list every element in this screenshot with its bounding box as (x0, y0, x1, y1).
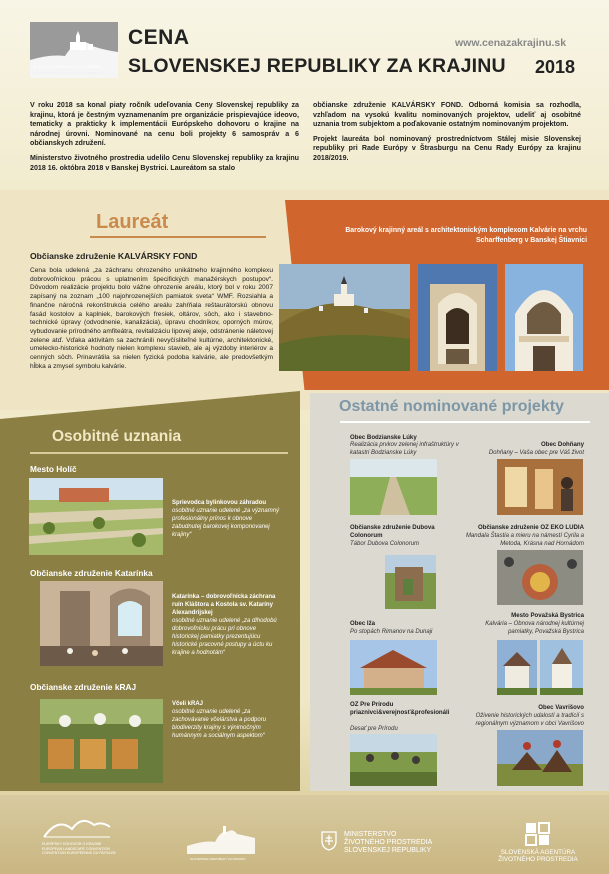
special-award-project: Včeli kRAJ (172, 701, 204, 707)
special-award-text: osobitné uznanie udelené „za dlhodobú dobrovoľnícku prácu pri obnove historickej pamiatky prezentujúcu historické pracovné postupy a úctu ku krajine a hodnotám“ (172, 618, 277, 656)
laureat-name: Občianske združenie KALVÁRSKY FOND (30, 251, 198, 261)
special-award-name: Občianske združenie kRAJ (30, 682, 137, 692)
intro-paragraph: Ministerstvo životného prostredia udelilo Cenu Slovenskej republiky za krajinu 2018 16. októbra 2018 v Banskej Bystrici. Laureátom sa stalo (30, 153, 299, 172)
nominee-project: Dohňany – Vaša obec pre Váš život (488, 450, 584, 456)
year: 2018 (535, 57, 576, 77)
elc-logo-icon (42, 813, 112, 839)
elc-caption (42, 842, 116, 856)
special-award-desc (172, 700, 282, 740)
nominee-photo (497, 730, 583, 786)
nominee-photo (497, 550, 583, 605)
ministry-line: ŽIVOTNÉHO PROSTREDIA (344, 839, 433, 847)
divider (30, 452, 288, 454)
nominee-project: Tábor Dubova Colonorum (350, 541, 420, 547)
nominee-project: Oživenie historických udalostí a tradícií s regionálnym významom v obci Vavrišovo (475, 713, 584, 727)
website-link[interactable]: www.cenazakrajinu.sk (455, 37, 567, 49)
divider (340, 421, 590, 423)
nominee-photo (540, 640, 583, 695)
nominee-photo (350, 734, 437, 786)
nominee-name: Občianske združenie OZ EKO LUDIA (478, 524, 584, 531)
special-award-text: osobitné uznanie udelené „za zachovávanie včelárstva a podporu biodiverzity krajiny s výnimočným humánnym a sociálnym aspektom“ (172, 709, 267, 739)
laureat-photo-caption: Barokový krajinný areál s architektonickým komplexom Kalvárie na vrchu Scharffenberg v Banskej Štiavnici (345, 227, 587, 244)
nominee-name: Obec Iža (350, 620, 376, 627)
elc-line: CONVENTION EUROPÉENNE DU PAYSAGE (42, 851, 116, 855)
beekeeping-photo (40, 699, 163, 783)
agency-line: SLOVENSKÁ AGENTÚRA (500, 849, 576, 856)
special-award-name: Mesto Holíč (30, 464, 77, 474)
slovak-coat-of-arms-icon (321, 831, 337, 851)
title-line-1: CENA (128, 26, 190, 49)
nominee-project: Realizácia prvkov zelenej infraštruktúry v katastri Bodzianske Lúky (350, 442, 459, 456)
nominee-name: Obec Dohňany (540, 441, 584, 448)
church-tower-photo (418, 264, 497, 371)
special-award-project: Katarínka – dobrovoľnícka záchrana ruín Kláštora a Kostola sv. Kataríny Alexandrijskej (172, 594, 276, 616)
special-award-desc (172, 499, 282, 539)
nominee-project: Kalvária – Obnova národnej kultúrnej pamiatky, Považská Bystrica (485, 621, 584, 635)
nominee-project: Mandala Štastia a mieru na námestí Cyrila a Metoda, Krásna nad Hornádom (465, 533, 584, 547)
sazp-logo-icon (525, 822, 551, 846)
special-award-text: osobitné uznanie udelené „za významný profesionálny prínos k obnove zabudnutej barokovej komponovanej krajiny“ (172, 508, 280, 538)
ministry-line: MINISTERSTVO (344, 831, 397, 838)
logo-caption: SLOVENSKEJ REPUBLIKY ZA KRAJINU (33, 65, 101, 69)
award-logo (30, 22, 118, 78)
ministry-logo-text (344, 831, 432, 856)
ruins-photo (40, 581, 163, 666)
intro-paragraph: Projekt laureáta bol nominovaný prostredníctvom Stálej misie Slovenskej republiky pri Rade Európy v Štrasburgu na Cenu Rady Európy za krajinu 2018/2019. (313, 134, 581, 162)
nominee-project: Po stopách Rimanov na Dunaji (350, 629, 433, 635)
nominee-name: Občianske združenie Dubova Colonorum (350, 524, 435, 539)
other-nominees-heading: Ostatné nominované projekty (339, 398, 564, 415)
divider (90, 236, 266, 238)
nominee-photo (497, 459, 583, 515)
logo-subcaption: LANDSCAPE AWARD OF THE SLOVAK REPUBLIC (33, 71, 104, 75)
nominee-project: Desať pre Prírodu (350, 726, 398, 732)
intro-paragraph: V roku 2018 sa konal piaty ročník udeľovania Ceny Slovenskej republiky za krajinu, ktorá je čestným vyznamenaním pre organizácie prispievajúce ideovo, tematicky a prakticky k implementácii Európskeho dohovoru o krajine na národnej úrovni. Nominované na cenu boli projekty 6 samospráv a 6 občianskych združení. (30, 101, 299, 148)
agency-line: ŽIVOTNÉHO PROSTREDIA (498, 856, 578, 864)
agency-logo-text (498, 849, 578, 864)
intro-left (30, 101, 299, 178)
ministry-line: SLOVENSKEJ REPUBLIKY (344, 847, 432, 855)
nominee-photo (350, 459, 437, 515)
herb-garden-photo (29, 478, 163, 555)
title-line-2: SLOVENSKEJ REPUBLIKY ZA KRAJINU (128, 55, 506, 77)
laureat-description: Cena bola udelená „za záchranu ohrozeného unikátneho krajinného komplexu dobrovoľníckou prácou s uplatnením špecifických manažérskych postupov“. Dôvodom realizácie projektu bolo vážne ohrozenie areálu, ktorý bol v roku 2007 zapísaný na zoznam „100 najohrozenejších pamiatok sveta“ WMF. Rozsiahla a finančne náročná rekonštrukcia celého areálu zahŕňala reštaurátorskú obnovu fasád kostolov a kaplniek, barokových fresiek, oltárov, sôch, ako i stavebno-technické úpravy (odvodnenie, kanalizácia), úpravu chodníkov, oporných múrov, vybudovanie prírodného amfiteátra, revitalizáciu lipovej aleje, odstránenie náletovej zelene atď. Vďaka aktivitám sa zachránili nevyčísliteľné kultúrne, architektonické, umelecko-historické hodnoty nielen komplexu stavieb, ale aj výzdoby interiérov a cenných sôch. Prinavrátila sa nielen fyzická podoba kalvárie, ale predovšetkým hĺbka a zmysel symbolu kalvárie. (30, 267, 273, 370)
special-award-name: Občianske združenie Katarínka (30, 568, 153, 578)
elc-line: EUROPEAN LANDSCAPE CONVENTION (42, 846, 110, 851)
special-award-desc (172, 593, 284, 657)
award-logo-small-caption: SLOVENSKEJ REPUBLIKY ZA KRAJINU (190, 857, 246, 861)
nominee-photo (497, 640, 537, 695)
intro-paragraph: občianske združenie KALVÁRSKY FOND. Odborná komisia sa rozhodla, vzhľadom na vysokú kvalitu nominovaných projektov, udeliť aj osobitné uznania trom subjektom a poďakovanie ostatným nominovaným projektom. (313, 101, 581, 129)
calvary-landscape-photo (279, 264, 410, 371)
nominee-photo (350, 640, 437, 695)
chapel-photo (505, 264, 583, 371)
elc-line: EURÓPSKY DOHOVOR O KRAJINE (42, 842, 102, 846)
nominee-name: Obec Vavrišovo (538, 704, 584, 711)
award-logo-small-icon (187, 822, 255, 854)
nominee-name: Mesto Považská Bystrica (511, 612, 584, 619)
nominee-photo (385, 555, 436, 609)
laureat-heading: Laureát (96, 211, 169, 233)
nominee-name: OZ Pre Prírodu priaznivci&verejnosť&profesionáli (350, 701, 450, 716)
special-award-project: Sprievodca bylinkovou záhradou (172, 500, 267, 506)
nominee-name: Obec Bodzianske Lúky (350, 434, 417, 441)
special-awards-heading: Osobitné uznania (52, 428, 182, 445)
intro-right (313, 101, 581, 169)
